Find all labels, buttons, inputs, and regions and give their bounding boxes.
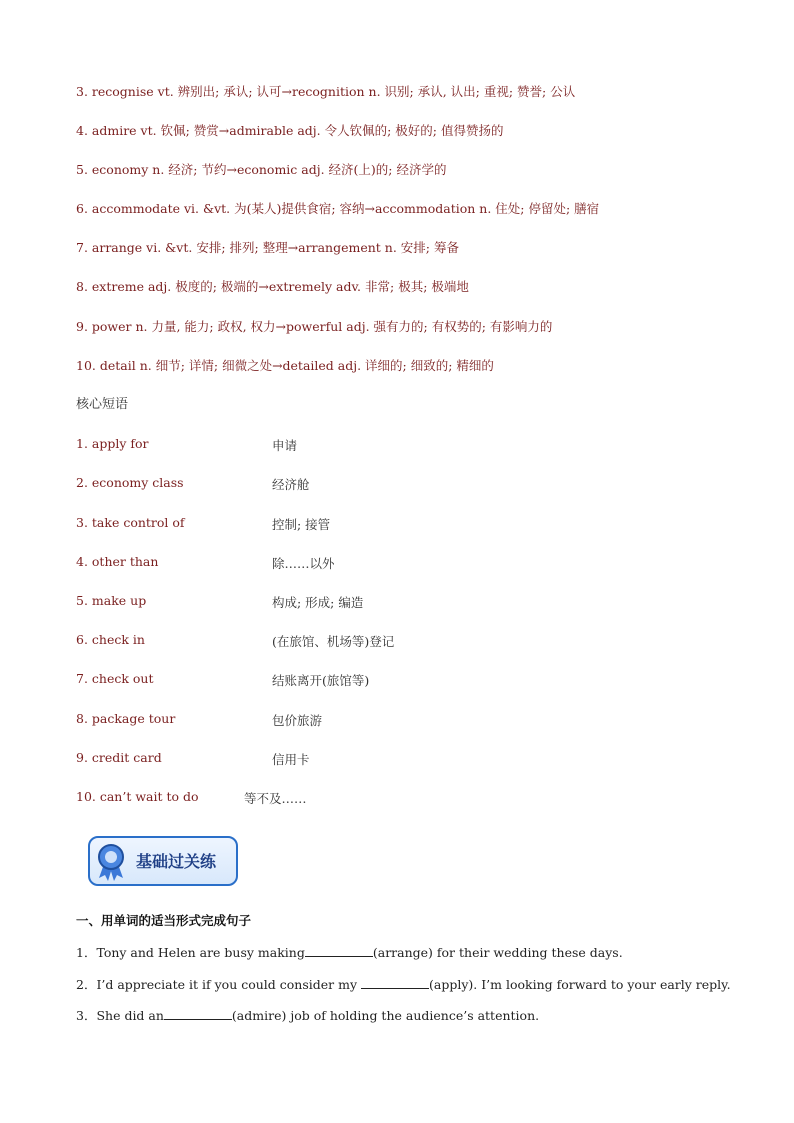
exercise-text-before: Tony and Helen are busy making [96, 945, 305, 960]
badge-title: 基础过关练 [136, 852, 217, 871]
vocab-line-7: 7. arrange vi. &vt. 安排; 排列; 整理→arrangement n. 安排; 筹备 [76, 240, 459, 255]
phrase-meaning: 构成; 形成; 编造 [272, 595, 364, 610]
phrase-meaning: 信用卡 [272, 752, 310, 767]
vocab-line-8: 8. extreme adj. 极度的; 极端的→extremely adv. 非常; 极其; 极端地 [76, 279, 469, 294]
phrase-term: 3. take control of [76, 515, 185, 530]
exercise-text-after: (apply). I’m looking forward to your early reply. [429, 977, 731, 992]
vocab-line-3: 3. recognise vt. 辨别出; 承认; 认可→recognition n. 识别; 承认, 认出; 重视; 赞誉; 公认 [76, 84, 576, 99]
phrase-term: 4. other than [76, 554, 159, 569]
vocab-line-10: 10. detail n. 细节; 详情; 细微之处→detailed adj. 详细的; 细致的; 精细的 [76, 358, 494, 373]
answer-blank[interactable] [164, 1007, 232, 1020]
exercise-item [76, 975, 731, 993]
exercise-number: 1． [76, 945, 97, 960]
phrase-meaning: 除……以外 [272, 556, 335, 571]
phrase-term: 10. can’t wait to do [76, 789, 199, 804]
vocab-line-4: 4. admire vt. 钦佩; 赞赏→admirable adj. 令人钦佩的; 极好的; 值得赞扬的 [76, 123, 504, 138]
exercise-text-after: (admire) job of holding the audience’s attention. [231, 1008, 540, 1023]
exercise-item [76, 943, 623, 961]
phrase-term: 5. make up [76, 593, 147, 608]
exercise-number: 3． [76, 1008, 97, 1023]
phrase-term: 7. check out [76, 671, 154, 686]
vocab-line-9: 9. power n. 力量, 能力; 政权, 权力→powerful adj. 强有力的; 有权势的; 有影响力的 [76, 319, 553, 334]
phrase-term: 2. economy class [76, 475, 184, 490]
phrase-term: 6. check in [76, 632, 145, 647]
phrase-meaning: 申请 [272, 438, 298, 453]
phrase-meaning: 经济舱 [272, 477, 310, 492]
phrase-meaning: 控制; 接管 [272, 517, 331, 532]
exercise-heading: 一、用单词的适当形式完成句子 [76, 913, 252, 928]
exercise-text-before: She did an [96, 1008, 164, 1023]
exercise-item [76, 1006, 539, 1024]
answer-blank[interactable] [305, 944, 373, 957]
exercise-text-after: (arrange) for their wedding these days. [372, 945, 623, 960]
phrases-heading: 核心短语 [76, 397, 129, 412]
phrase-term: 9. credit card [76, 750, 162, 765]
answer-blank[interactable] [361, 976, 429, 989]
exercise-number: 2． [76, 977, 97, 992]
section-badge [80, 830, 236, 886]
vocab-line-6: 6. accommodate vi. &vt. 为(某人)提供食宿; 容纳→accommodation n. 住处; 停留处; 膳宿 [76, 201, 600, 216]
phrase-meaning: 等不及…… [244, 791, 307, 806]
exercise-text-before: I’d appreciate it if you could consider my [96, 977, 361, 992]
phrase-term: 8. package tour [76, 711, 176, 726]
phrase-term: 1. apply for [76, 436, 149, 451]
vocab-line-5: 5. economy n. 经济; 节约→economic adj. 经济(上)的; 经济学的 [76, 162, 447, 177]
phrase-meaning: 结账离开(旅馆等) [272, 673, 370, 688]
phrase-meaning: (在旅馆、机场等)登记 [272, 634, 395, 649]
phrase-meaning: 包价旅游 [272, 713, 323, 728]
award-ribbon-icon [94, 842, 128, 882]
